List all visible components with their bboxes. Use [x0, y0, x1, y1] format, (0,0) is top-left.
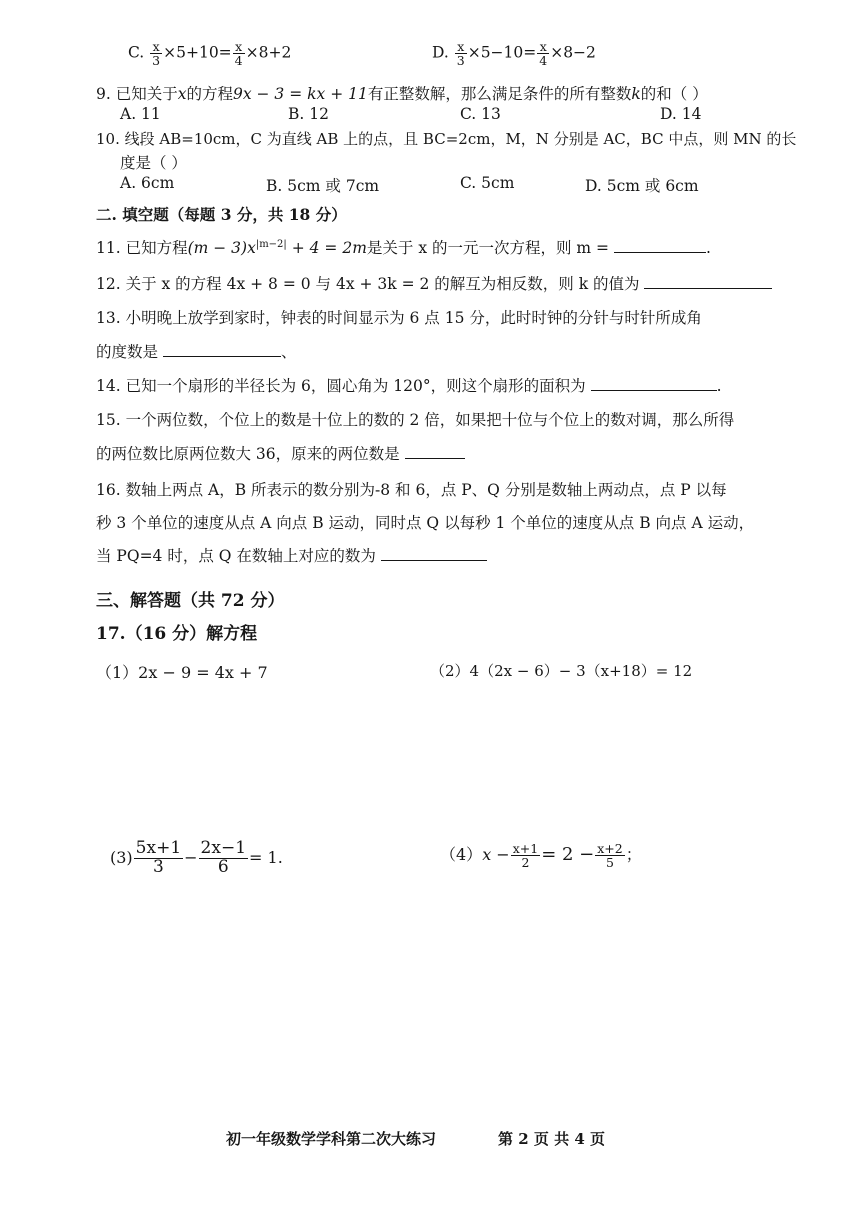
q11: 11. 已知方程$(m - 3)x^{|m-2|} + 4 = 2m$是关于 x 的一元一次方程，则 m = .	[96, 238, 711, 257]
q14: 14. 已知一个扇形的半径长为 6，圆心角为 120°，则这个扇形的面积为 .	[96, 377, 722, 395]
answer-blank[interactable]	[644, 274, 772, 289]
q17-part-2: （2）4（2x − 6）− 3（x+18）= 12	[430, 662, 693, 680]
q12: 12. 关于 x 的方程 4x + 8 = 0 与 4x + 3k = 2 的解互为相反数，则 k 的值为	[96, 272, 772, 294]
q8-option-c: C. $\frac{x}{3}$ ×5+10= $\frac{x}{4}$ ×8+2	[128, 39, 292, 69]
fraction: $\frac{x+2}{5}$	[597, 841, 623, 871]
q13-line-2: 的度数是 、	[96, 343, 297, 361]
q17-part-4: （4）x − $\frac{x+1}{2}$ = 2 − $\frac{x+2}{5}$ ；	[440, 841, 642, 871]
q15-line-2: 的两位数比原两位数大 36，原来的两位数是	[96, 442, 465, 464]
fraction: $\frac{x}{4}$	[539, 39, 548, 69]
q10-line-2: 度是（ ）	[120, 154, 187, 172]
fraction: $\frac{x}{4}$	[234, 39, 243, 69]
fraction: $\frac{x+1}{2}$	[512, 841, 539, 871]
answer-blank[interactable]	[381, 546, 487, 561]
q10-option-c: C. 5cm	[460, 174, 515, 192]
footer-title: 初一年级数学学科第二次大练习	[226, 1130, 437, 1148]
q10-option-b: B. 5cm 或 7cm	[266, 177, 380, 195]
q17-part-3: (3) $\frac{5x+1}{3}$ − $\frac{2x-1}{6}$ = 1.	[110, 838, 283, 877]
answer-blank[interactable]	[405, 444, 465, 459]
q16-line-3: 当 PQ=4 时，点 Q 在数轴上对应的数为	[96, 544, 487, 566]
q10-option-d: D. 5cm 或 6cm	[585, 177, 699, 195]
fraction: $\frac{5x+1}{3}$	[135, 838, 182, 877]
q10-option-a: A. 6cm	[120, 174, 175, 192]
q9-option-a: A. 11	[120, 105, 161, 123]
equation: (m − 3)x	[187, 239, 256, 257]
section-2-title: 二. 填空题（每题 3 分，共 18 分）	[96, 205, 347, 224]
q8-option-d: D. $\frac{x}{3}$ ×5−10= $\frac{x}{4}$ ×8−2	[432, 39, 596, 69]
answer-blank[interactable]	[614, 238, 706, 253]
q13-line-1: 13. 小明晚上放学到家时，钟表的时间显示为 6 点 15 分，此时时钟的分针与时针所成角	[96, 309, 702, 327]
fraction: $\frac{x}{3}$	[152, 39, 161, 69]
q9-option-d: D. 14	[660, 105, 702, 123]
q16-line-1: 16. 数轴上两点 A，B 所表示的数分别为-8 和 6，点 P、Q 分别是数轴上两动点，点 P 以每	[96, 481, 727, 499]
q9-option-c: C. 13	[460, 105, 501, 123]
answer-blank[interactable]	[591, 376, 717, 391]
q10-line-1: 10. 线段 AB=10cm，C 为直线 AB 上的点，且 BC=2cm，M，N 分别是 AC，BC 中点，则 MN 的长	[96, 130, 797, 148]
option-label: D.	[432, 43, 449, 62]
answer-blank[interactable]	[163, 342, 281, 357]
section-3-title: 三、解答题（共 72 分）	[96, 591, 285, 611]
footer-page-number: 第 2 页 共 4 页	[498, 1130, 605, 1148]
fraction: $\frac{x}{3}$	[456, 39, 465, 69]
fraction: $\frac{2x-1}{6}$	[200, 838, 247, 877]
q9-stem: 9. 已知关于x的方程9x − 3 = kx + 11有正整数解，那么满足条件的所有整数k的和（ ）	[96, 85, 708, 103]
q17-title: 17.（16 分）解方程	[96, 624, 258, 644]
q9-option-b: B. 12	[288, 105, 329, 123]
option-label: C.	[128, 43, 145, 62]
q16-line-2: 秒 3 个单位的速度从点 A 向点 B 运动，同时点 Q 以每秒 1 个单位的速度从点 B 向点 A 运动，	[96, 514, 755, 532]
equation: 9x − 3 = kx + 11	[232, 85, 368, 103]
q17-part-1: （1）2x − 9 = 4x + 7	[96, 663, 268, 682]
q15-line-1: 15. 一个两位数，个位上的数是十位上的数的 2 倍，如果把十位与个位上的数对调，那么所得	[96, 411, 735, 429]
